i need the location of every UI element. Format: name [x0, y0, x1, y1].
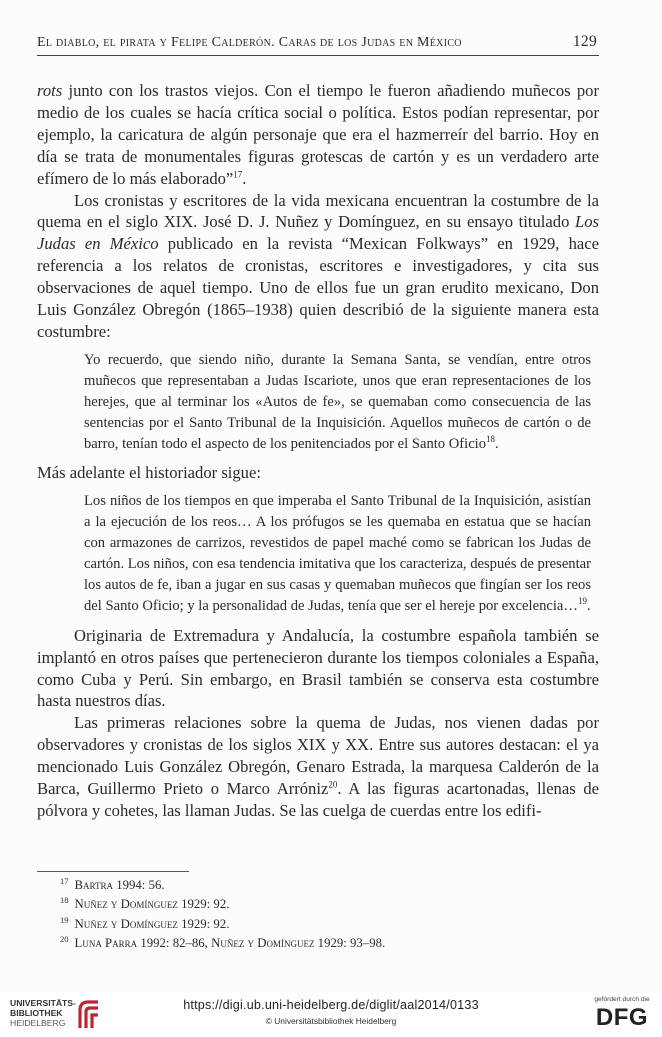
block-quote-2: Los niños de los tiempos en que imperaba el Santo Tribunal de la Inquisición, asistían a la ejecución de los reos… A los prófugos se les quemaba en estatua que se hacían con armazones de carrizos, revestidos de papel maché como se fabrican los Judas de cartón. Los niños, con esa tendencia imitativa que los caracteriza, después de presentar los autos de fe, iban a jugar en sus casas y quemaban muñecos que fingían ser los reos del Santo Oficio; y la personalidad de Judas, tenía que ser el hereje por excelencia…$^{19}$. — [84, 493, 591, 614]
footnote-ref-19[interactable]: 19 — [577, 595, 587, 606]
book-title: Los Judas en México — [37, 212, 599, 254]
footnote-ref-17[interactable]: 17 — [233, 169, 243, 180]
document-url-link[interactable]: https://digi.ub.uni-heidelberg.de/diglit/aal2014/0133 — [183, 998, 479, 1012]
footnotes — [60, 876, 580, 954]
library-name-line2: BIBLIOTHEK — [10, 1008, 63, 1018]
page-number: 129 — [572, 33, 597, 50]
dfg-logo[interactable] — [590, 996, 654, 1034]
library-name-line3: HEIDELBERG — [10, 1018, 66, 1028]
italic-word: rots — [37, 81, 63, 100]
dfg-funding-text: gefördert durch die — [594, 996, 650, 1003]
paragraph-1: rots junto con los trastos viejos. Con el tiempo le fueron añadiendo muñecos por medio de los cuales se hacía crítica social o política. Estos podían representar, por ejemplo, la caricatura de algún personaje que era el hazmerreír del barrio. Hoy en día se trata de monumentales figuras grotescas de cartón y es un verdadero arte efímero de lo más elaborado”$^{17}$. — [37, 81, 599, 188]
body-text — [37, 80, 599, 822]
copyright-notice: © Universitätsbibliothek Heidelberg — [265, 1016, 397, 1026]
footnote-20: $^{20}$ Luna Parra 1992: 82–86, Nuñez y Domínguez 1929: 93–98. — [60, 933, 386, 951]
running-title: El diablo, el pirata y Felipe Calderón. Caras de los Judas en México — [37, 35, 462, 50]
block-quote-1: Yo recuerdo, que siendo niño, durante la Semana Santa, se vendían, entre otros muñecos que representaban a Judas Iscariote, unos que eran representaciones de los herejes, que al terminar los «Autos de fe», se quemaban como consecuencia de las sentencias por el Santo Tribunal de la Inquisición. Aquellos muñecos de cartón o de barro, tenían todo el aspecto de los penitenciados por el Santo Oficio$^{18}$. — [84, 351, 591, 452]
paragraph-2: Los cronistas y escritores de la vida mexicana encuentran la costumbre de la quema en el siglo XIX. José D. J. Nuñez y Domínguez, en su ensayo titulado Los Judas en México publicado en la revista “Mexican Folkways” en 1929, hace referencia a los relatos de cronistas, escritores e investigadores, y cita sus observaciones de aquel tiempo. Uno de ellos fue un gran erudito mexicano, Don Luis González Obregón (1865–1938) quien describió de la siguiente manera esta costumbre: — [37, 190, 599, 341]
footnote-rule — [37, 871, 189, 872]
footnote-19: $^{19}$ Nuñez y Domínguez 1929: 92. — [60, 914, 230, 931]
library-name-line1: UNIVERSITÄTS- — [10, 998, 76, 1008]
running-header — [37, 33, 599, 56]
viewer-footer — [0, 992, 662, 1037]
paragraph-5: Las primeras relaciones sobre la quema de Judas, nos vienen dadas por observadores y cronistas de los siglos XIX y XX. Entre sus autores destacan: el ya mencionado Luis González Obregón, Genaro Estrada, la marquesa Calderón de la Barca, Guillermo Prieto o Marco Arróniz$^{20}$. A las figuras acartonadas, llenas de pólvora y cohetes, las llaman Judas. Se las cuelga de cuerdas entre los edifi- — [37, 713, 600, 820]
paragraph-3: Más adelante el historiador sigue: — [37, 463, 261, 483]
footnote-18: $^{18}$ Nuñez y Domínguez 1929: 92. — [60, 895, 230, 912]
paragraph-4: Originaria de Extremadura y Andalucía, la costumbre española también se implantó en otros países que pertenecieron durante los tiempos coloniales a España, como Cuba y Perú. Sin embargo, en Brasil también se conserva esta costumbre hasta nuestros días. — [37, 625, 599, 711]
footnote-ref-18[interactable]: 18 — [486, 433, 496, 444]
footnote-ref-20[interactable]: 20 — [328, 779, 338, 790]
footnote-17: $^{17}$ Bartra 1994: 56. — [60, 875, 165, 892]
dfg-wordmark: DFG — [595, 1004, 649, 1031]
